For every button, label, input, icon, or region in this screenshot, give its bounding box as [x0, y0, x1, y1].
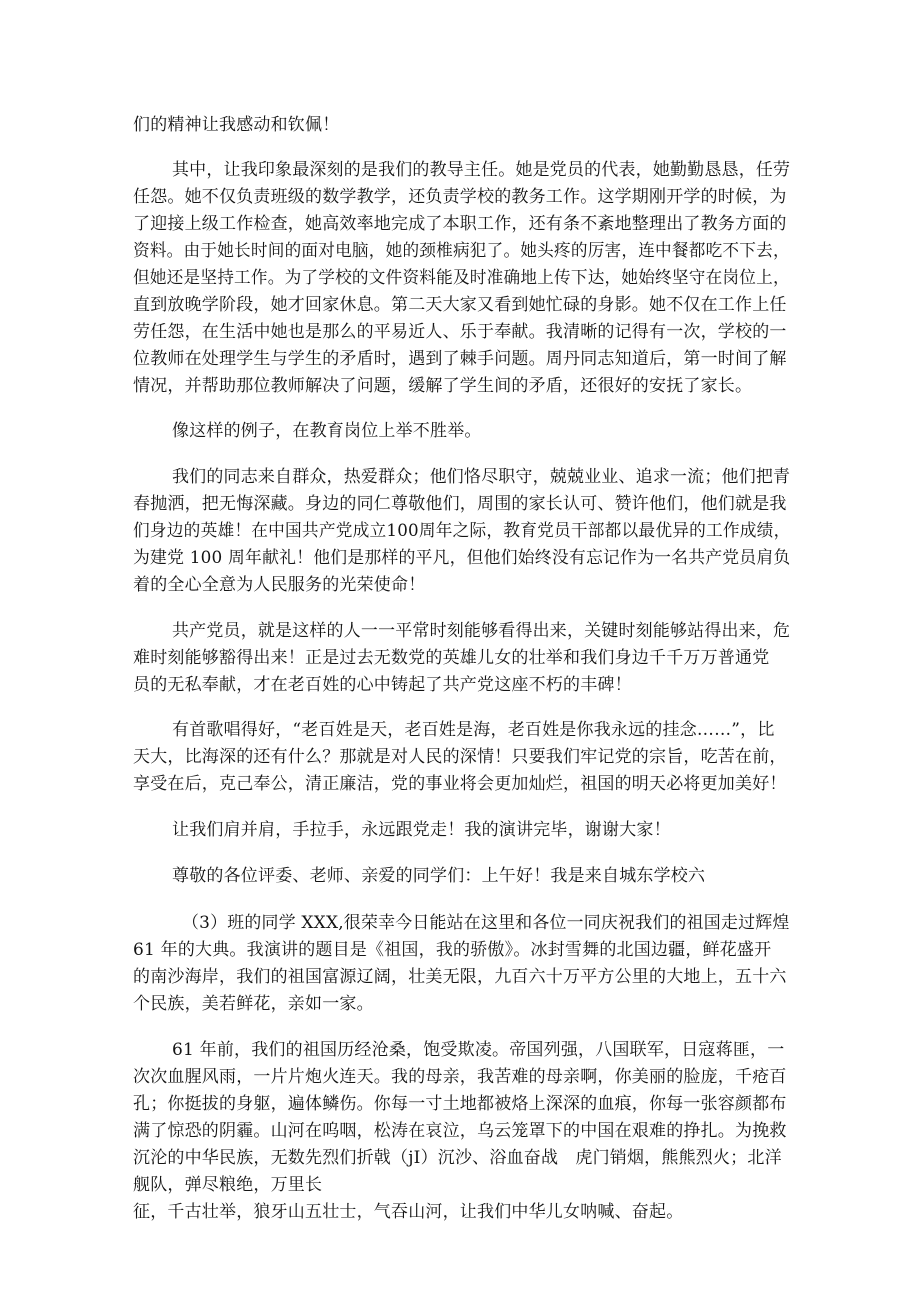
text-line: （3）班的同学 XXX,很荣幸今日能站在这里和各位一同庆祝我们的祖国走过辉煌 [182, 913, 790, 933]
text-line: 们的精神让我感动和钦佩！ [133, 115, 340, 135]
text-line: 天大，比海深的还有什么？那就是对人民的深情！只要我们牢记党的宗旨，吃苦在前， [133, 747, 787, 767]
text-line: 情况，并帮助那位教师解决了问题，缓解了学生间的矛盾，还很好的安抚了家长。 [133, 376, 753, 396]
text-line: 共产党员，就是这样的人一一平常时刻能够看得出来，关键时刻能够站得出来，危 [172, 621, 791, 641]
text-line: 让我们肩并肩，手拉手，永远跟党走！我的演讲完毕，谢谢大家！ [172, 820, 671, 840]
text-line: 有首歌唱得好，“老百姓是天，老百姓是海，老百姓是你我永远的挂念……”，比 [172, 720, 775, 740]
text-line: 次次血腥风雨，一片片炮火连天。我的母亲，我苦难的母亲啊，你美丽的脸庞，千疮百 [133, 1067, 787, 1087]
text-line: 春抛洒，把无悔深藏。身边的同仁尊敬他们，周围的家长认可、赞许他们，他们就是我 [133, 494, 787, 514]
text-line: 尊敬的各位评委、老师、亲爱的同学们：上午好！我是来自城东学校六 [172, 866, 706, 886]
text-line: 着的全心全意为人民服务的光荣使命！ [133, 575, 426, 595]
text-line: 其中，让我印象最深刻的是我们的教导主任。她是党员的代表，她勤勤恳恳，任劳 [172, 160, 791, 180]
text-line: 直到放晚学阶段，她才回家休息。第二天大家又看到她忙碌的身影。她不仅在工作上任 [133, 295, 787, 315]
text-line: 孔；你挺拔的身躯，遍体鳞伤。你每一寸土地都被烙上深深的血痕，你每一张容颜都布 [133, 1094, 787, 1114]
text-line: 征，千古壮举，狼牙山五壮士，气吞山河，让我们中华儿女呐喊、奋起。 [133, 1202, 684, 1222]
text-line: 满了惊恐的阴霾。山河在呜咽，松涛在哀泣，乌云笼罩下的中国在艰难的挣扎。为挽救 [133, 1121, 787, 1141]
text-line: 位教师在处理学生与学生的矛盾时，遇到了棘手问题。周丹同志知道后，第一时间了解 [133, 349, 787, 369]
text-line: 像这样的例子，在教育岗位上举不胜举。 [172, 421, 482, 441]
text-line: 员的无私奉献，才在老百姓的心中铸起了共产党这座不朽的丰碑！ [133, 675, 632, 695]
text-line: 沉沦的中华民族，无数先烈们折戟（jI）沉沙、浴血奋战 虎门销烟，熊熊烈火；北洋 [133, 1148, 782, 1168]
text-line: 舰队，弹尽粮绝，万里长 [133, 1175, 323, 1195]
text-line: 劳任怨，在生活中她也是那么的平易近人、乐于奉献。我清晰的记得有一次，学校的一 [133, 322, 787, 342]
text-line: 个民族，美若鲜花，亲如一家。 [133, 994, 374, 1014]
text-line: 61 年的大典。我演讲的题目是《祖国，我的骄傲》。冰封雪舞的北国边疆，鲜花盛开 [133, 940, 772, 960]
text-line: 61 年前，我们的祖国历经沧桑，饱受欺凌。帝国列强，八国联军，日寇蒋匪，一 [172, 1040, 785, 1060]
text-line: 为建党 100 周年献礼！他们是那样的平凡，但他们始终没有忘记作为一名共产党员肩负 [133, 548, 791, 568]
text-line: 的南沙海岸，我们的祖国富源辽阔，壮美无限，九百六十万平方公里的大地上，五十六 [133, 967, 787, 987]
text-line: 资料。由于她长时间的面对电脑，她的颈椎病犯了。她头疼的厉害，连中餐都吃不下去， [133, 241, 790, 261]
text-line: 难时刻能够豁得出来！正是过去无数党的英雄儿女的壮举和我们身边千千万万普通党 [133, 648, 770, 668]
text-line: 任怨。她不仅负责班级的数学教学，还负责学校的教务工作。这学期刚开学的时候，为 [133, 187, 787, 207]
text-line: 但她还是坚持工作。为了学校的文件资料能及时准确地上传下达，她始终坚守在岗位上， [133, 268, 790, 288]
text-line: 我们的同志来自群众，热爱群众；他们恪尽职守，兢兢业业、追求一流；他们把青 [172, 467, 791, 487]
text-line: 们身边的英雄！在中国共产党成立100周年之际，教育党员干部都以最优异的工作成绩， [133, 521, 791, 541]
text-line: 了迎接上级工作检查，她高效率地完成了本职工作，还有条不紊地整理出了教务方面的 [133, 214, 787, 234]
text-line: 享受在后，克己奉公，清正廉洁，党的事业将会更加灿烂，祖国的明天必将更加美好！ [133, 774, 787, 794]
